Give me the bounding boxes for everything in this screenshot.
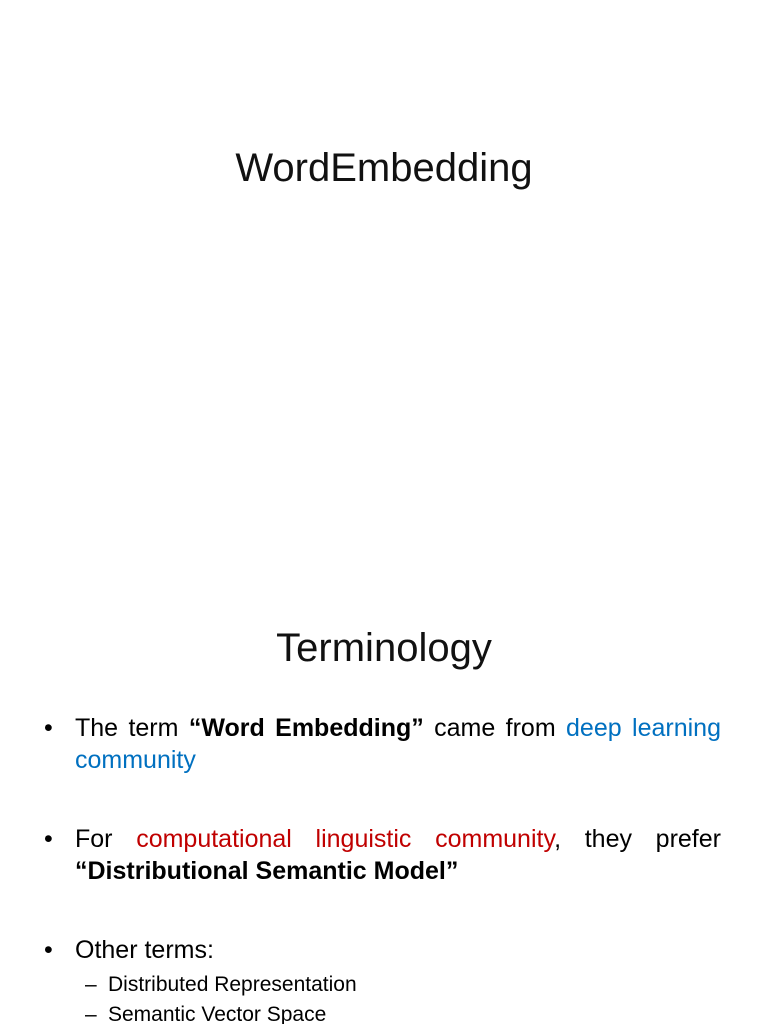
sub-bullet-text: Distributed Representation xyxy=(108,973,357,996)
bullet-marker: • xyxy=(44,714,53,742)
bullet-text: , they prefer xyxy=(554,825,721,853)
highlight-red-text: computational linguistic community xyxy=(136,825,555,853)
slide-title: Terminology xyxy=(276,626,492,670)
dash-marker: – xyxy=(85,973,97,996)
dash-marker: – xyxy=(85,1003,97,1024)
bullet-item-distributional-model xyxy=(44,823,721,887)
bullet-marker: • xyxy=(44,936,53,964)
sub-bullet-item xyxy=(75,970,721,1000)
bullet-list xyxy=(44,712,721,1024)
slide-terminology xyxy=(0,576,768,1024)
bullet-text: came from xyxy=(423,714,567,742)
bullet-marker: • xyxy=(44,825,53,853)
sub-bullet-item xyxy=(75,1000,721,1024)
slide-title: WordEmbedding xyxy=(235,146,533,190)
bullet-text: Other terms: xyxy=(75,936,214,964)
bullet-text: The term xyxy=(75,714,189,742)
bullet-text: For xyxy=(75,825,137,853)
highlight-blue-text: deep learning community xyxy=(75,714,721,774)
bullet-item-word-embedding xyxy=(44,712,721,776)
sub-bullet-list xyxy=(75,970,721,1024)
bullet-item-other-terms xyxy=(44,934,721,1024)
bold-term: “Distributional Semantic Model” xyxy=(75,857,459,885)
sub-bullet-text: Semantic Vector Space xyxy=(108,1003,327,1024)
bold-term: “Word Embedding” xyxy=(188,714,424,742)
